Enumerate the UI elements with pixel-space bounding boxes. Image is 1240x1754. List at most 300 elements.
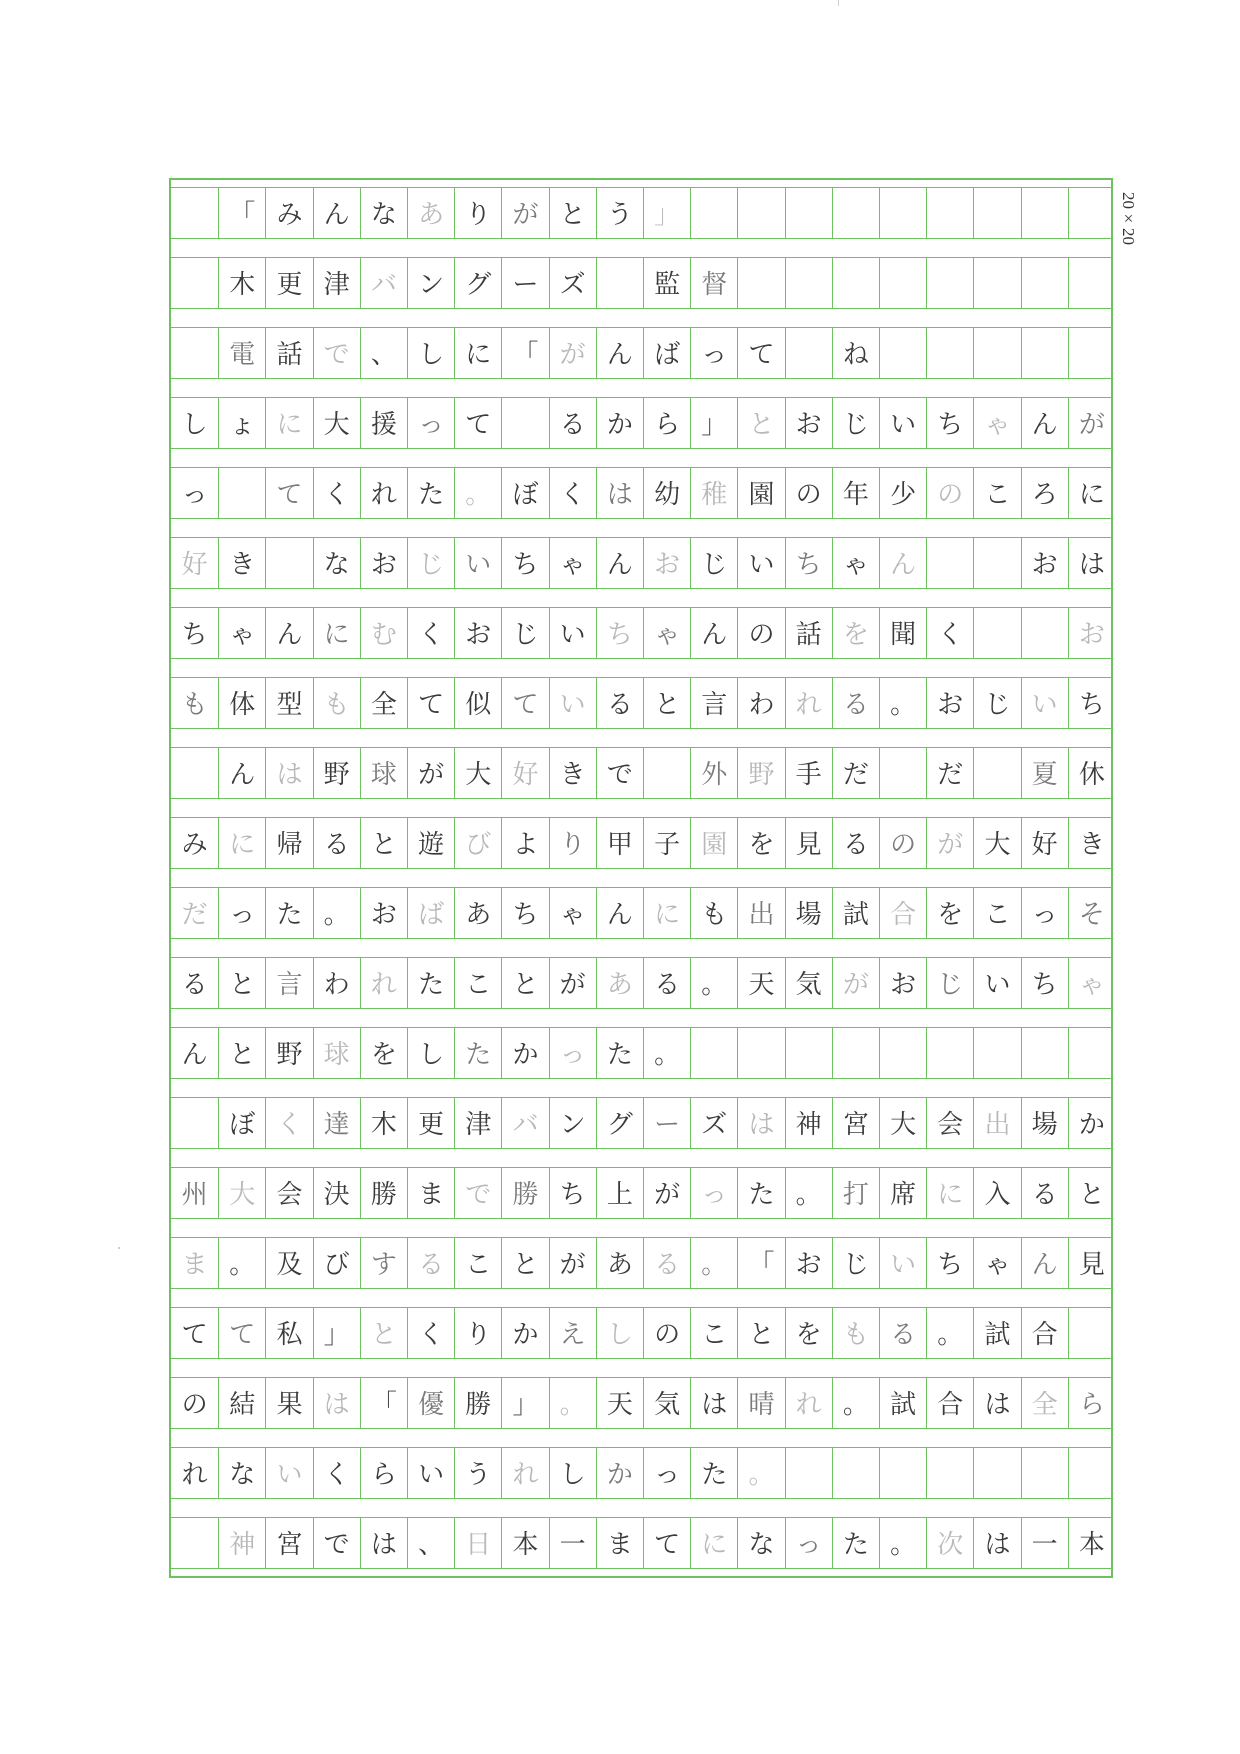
grid-cell: 天	[737, 958, 784, 1008]
grid-cell: も	[832, 1308, 879, 1358]
grid-cell: た	[407, 958, 454, 1008]
grid-cell: 言	[690, 678, 737, 728]
grid-cell	[171, 258, 218, 308]
grid-cell: 上	[596, 1168, 643, 1218]
grid-cell: ら	[360, 1448, 407, 1498]
grid-cell	[596, 258, 643, 308]
grid-cell: ズ	[690, 1098, 737, 1148]
grid-cell: は	[1068, 538, 1115, 588]
grid-row	[171, 467, 1111, 519]
grid-cell: て	[407, 678, 454, 728]
grid-cell: だ	[832, 748, 879, 798]
grid-cell: こ	[454, 958, 501, 1008]
grid-cell: ん	[1021, 398, 1068, 448]
grid-cell	[973, 538, 1020, 588]
grid-cell: れ	[360, 958, 407, 1008]
grid-cell: は	[313, 1378, 360, 1428]
grid-cell: お	[926, 678, 973, 728]
grid-cell: っ	[643, 1448, 690, 1498]
grid-cell: 全	[360, 678, 407, 728]
grid-cell: ち	[926, 1238, 973, 1288]
grid-cell: 休	[1068, 748, 1115, 798]
grid-cell	[690, 1028, 737, 1078]
grid-cell: ら	[1068, 1378, 1115, 1428]
grid-cell: ち	[181, 620, 208, 651]
grid-cell: に	[454, 328, 501, 378]
grid-cell: た	[832, 1518, 879, 1568]
grid-cell: と	[501, 958, 548, 1008]
grid-row	[171, 1447, 1111, 1499]
grid-cell: っ	[181, 480, 208, 511]
grid-cell: た	[737, 1168, 784, 1218]
grid-cell	[1068, 188, 1115, 238]
grid-cell	[926, 1448, 973, 1498]
grid-row	[171, 817, 1111, 869]
grid-cell: 外	[690, 748, 737, 798]
grid-cell	[1068, 1448, 1115, 1498]
grid-cell: が	[832, 958, 879, 1008]
grid-cell: 園	[690, 818, 737, 868]
grid-cell: み	[265, 188, 312, 238]
grid-cell: い	[973, 958, 1020, 1008]
grid-cell: 場	[785, 888, 832, 938]
grid-row	[171, 747, 1111, 799]
grid-cell: 」	[313, 1308, 360, 1358]
grid-cell: お	[360, 888, 407, 938]
grid-cell: と	[737, 1308, 784, 1358]
grid-cell: グ	[454, 258, 501, 308]
grid-cell	[973, 258, 1020, 308]
grid-cell	[973, 1028, 1020, 1078]
grid-cell: じ	[832, 1238, 879, 1288]
grid-cell	[879, 328, 926, 378]
grid-cell: い	[454, 538, 501, 588]
grid-cell: 出	[737, 888, 784, 938]
grid-cell: ん	[313, 188, 360, 238]
grid-cell: 試	[879, 1378, 926, 1428]
grid-cell	[926, 188, 973, 238]
grid-cell: 試	[973, 1308, 1020, 1358]
grid-cell: か	[501, 1308, 548, 1358]
grid-cell: と	[360, 818, 407, 868]
grid-cell: 会	[265, 1168, 312, 1218]
grid-row	[171, 537, 1111, 589]
grid-cell	[785, 1448, 832, 1498]
grid-cell: 次	[926, 1518, 973, 1568]
grid-cell: 野	[313, 748, 360, 798]
grid-cell: ち	[501, 538, 548, 588]
grid-cell: が	[549, 328, 596, 378]
grid-cell: 稚	[690, 468, 737, 518]
grid-cell: 好	[1021, 818, 1068, 868]
grid-cell: い	[407, 1448, 454, 1498]
grid-cell: 。	[218, 1238, 265, 1288]
grid-cell	[1021, 1028, 1068, 1078]
grid-cell: ゃ	[973, 398, 1020, 448]
grid-cell: し	[549, 1448, 596, 1498]
grid-size-label: 20×20	[1119, 192, 1138, 245]
grid-cell: ズ	[549, 258, 596, 308]
grid-cell: 勝	[501, 1168, 548, 1218]
grid-row	[171, 1167, 1111, 1219]
grid-cell: の	[181, 1390, 208, 1421]
grid-row	[171, 397, 1111, 449]
grid-cell: き	[549, 748, 596, 798]
grid-cell: か	[596, 1448, 643, 1498]
grid-cell: 全	[1021, 1378, 1068, 1428]
grid-cell: 。	[313, 888, 360, 938]
grid-cell: て	[454, 398, 501, 448]
grid-cell: こ	[690, 1308, 737, 1358]
grid-cell	[973, 608, 1020, 658]
grid-cell: 援	[360, 398, 407, 448]
scan-mark	[838, 0, 839, 6]
grid-cell: ろ	[1021, 468, 1068, 518]
grid-cell: い	[549, 678, 596, 728]
grid-cell: は	[265, 748, 312, 798]
grid-cell: じ	[973, 678, 1020, 728]
grid-cell: ゃ	[1068, 958, 1115, 1008]
grid-cell: 帰	[265, 818, 312, 868]
grid-cell: 打	[832, 1168, 879, 1218]
grid-cell: な	[360, 188, 407, 238]
grid-cell	[879, 1028, 926, 1078]
grid-cell: い	[879, 398, 926, 448]
grid-row	[171, 1377, 1111, 1429]
grid-cell: 結	[218, 1378, 265, 1428]
grid-cell: 木	[218, 258, 265, 308]
grid-cell: で	[313, 1518, 360, 1568]
grid-cell: が	[549, 1238, 596, 1288]
grid-cell: む	[360, 608, 407, 658]
grid-cell: ん	[690, 608, 737, 658]
grid-cell: る	[1021, 1168, 1068, 1218]
grid-cell: り	[454, 188, 501, 238]
grid-cell: に	[218, 818, 265, 868]
grid-cell	[218, 468, 265, 518]
grid-cell: そ	[1068, 888, 1115, 938]
grid-cell: お	[454, 608, 501, 658]
grid-cell: が	[501, 188, 548, 238]
grid-cell: ん	[181, 1040, 208, 1071]
grid-cell: ゃ	[218, 608, 265, 658]
grid-cell: 年	[832, 468, 879, 518]
grid-cell: み	[181, 830, 208, 861]
grid-cell: 合	[1021, 1308, 1068, 1358]
grid-row	[171, 957, 1111, 1009]
grid-cell	[785, 328, 832, 378]
grid-cell: 木	[360, 1098, 407, 1148]
grid-cell: ン	[407, 258, 454, 308]
grid-cell: か	[596, 398, 643, 448]
grid-cell: 合	[879, 888, 926, 938]
grid-cell: 手	[785, 748, 832, 798]
grid-cell: も	[313, 678, 360, 728]
grid-cell	[265, 538, 312, 588]
grid-cell: 宮	[265, 1518, 312, 1568]
grid-cell: の	[643, 1308, 690, 1358]
grid-cell: く	[407, 608, 454, 658]
grid-cell	[1068, 1028, 1115, 1078]
grid-cell: ば	[407, 888, 454, 938]
grid-row	[171, 257, 1111, 309]
manuscript-grid-sheet	[169, 178, 1113, 1578]
grid-cell: ゃ	[832, 538, 879, 588]
grid-cell: に	[1068, 468, 1115, 518]
grid-cell: 話	[265, 328, 312, 378]
grid-cell: 大	[218, 1168, 265, 1218]
grid-cell: て	[181, 1320, 208, 1351]
grid-cell: の	[879, 818, 926, 868]
grid-cell: お	[1021, 538, 1068, 588]
grid-cell: ち	[785, 538, 832, 588]
grid-cell: が	[926, 818, 973, 868]
grid-cell: 見	[1068, 1238, 1115, 1288]
grid-cell: 決	[313, 1168, 360, 1218]
grid-cell: れ	[785, 1378, 832, 1428]
grid-cell: 園	[737, 468, 784, 518]
grid-cell: 日	[454, 1518, 501, 1568]
grid-cell: れ	[181, 1460, 208, 1491]
grid-cell: び	[313, 1238, 360, 1288]
grid-cell: 監	[643, 258, 690, 308]
grid-cell	[785, 1028, 832, 1078]
grid-cell: 大	[879, 1098, 926, 1148]
grid-cell: く	[265, 1098, 312, 1148]
grid-cell	[926, 258, 973, 308]
grid-cell: っ	[690, 1168, 737, 1218]
grid-cell: あ	[407, 188, 454, 238]
grid-cell: で	[313, 328, 360, 378]
grid-cell: く	[549, 468, 596, 518]
grid-cell: ね	[832, 328, 879, 378]
grid-cell: ぼ	[501, 468, 548, 518]
grid-cell: ち	[1021, 958, 1068, 1008]
grid-cell: 神	[218, 1518, 265, 1568]
grid-cell: 夏	[1021, 748, 1068, 798]
grid-row	[171, 1027, 1111, 1079]
grid-cell: と	[643, 678, 690, 728]
grid-cell: お	[360, 538, 407, 588]
grid-cell: る	[643, 1238, 690, 1288]
grid-cell	[879, 748, 926, 798]
grid-cell: を	[926, 888, 973, 938]
grid-cell: に	[265, 398, 312, 448]
grid-cell: 」	[690, 398, 737, 448]
grid-cell	[879, 258, 926, 308]
grid-cell: っ	[690, 328, 737, 378]
grid-cell: し	[407, 1028, 454, 1078]
grid-cell: を	[832, 608, 879, 658]
grid-cell: 「	[501, 328, 548, 378]
grid-cell: る	[832, 818, 879, 868]
grid-cell: 甲	[596, 818, 643, 868]
grid-cell: 電	[218, 328, 265, 378]
grid-cell: え	[549, 1308, 596, 1358]
grid-cell: な	[218, 1448, 265, 1498]
grid-cell: 。	[832, 1378, 879, 1428]
grid-cell: 好	[181, 550, 208, 581]
grid-cell	[171, 748, 218, 798]
grid-cell: の	[926, 468, 973, 518]
grid-cell: は	[690, 1378, 737, 1428]
grid-cell: 更	[265, 258, 312, 308]
grid-cell: す	[360, 1238, 407, 1288]
grid-cell: い	[737, 538, 784, 588]
grid-cell: ち	[926, 398, 973, 448]
grid-cell: じ	[690, 538, 737, 588]
grid-cell: き	[218, 538, 265, 588]
grid-cell: っ	[218, 888, 265, 938]
grid-cell: じ	[407, 538, 454, 588]
grid-cell: く	[407, 1308, 454, 1358]
grid-cell: お	[643, 538, 690, 588]
grid-cell	[973, 188, 1020, 238]
grid-cell: び	[454, 818, 501, 868]
grid-cell: ち	[596, 608, 643, 658]
grid-cell: 入	[973, 1168, 1020, 1218]
grid-cell	[1021, 258, 1068, 308]
grid-cell: 。	[454, 468, 501, 518]
grid-cell	[1068, 328, 1115, 378]
grid-cell: お	[785, 1238, 832, 1288]
grid-cell: 気	[643, 1378, 690, 1428]
grid-cell: 。	[690, 1238, 737, 1288]
grid-cell: ば	[643, 328, 690, 378]
grid-cell: 合	[926, 1378, 973, 1428]
grid-cell: る	[879, 1308, 926, 1358]
grid-cell: 遊	[407, 818, 454, 868]
grid-cell: 津	[454, 1098, 501, 1148]
grid-cell: と	[360, 1308, 407, 1358]
grid-cell	[1021, 608, 1068, 658]
grid-cell: あ	[596, 958, 643, 1008]
grid-cell: 球	[360, 748, 407, 798]
grid-cell: 球	[313, 1028, 360, 1078]
grid-cell: 督	[690, 258, 737, 308]
grid-cell: 、	[407, 1518, 454, 1568]
grid-cell: る	[407, 1238, 454, 1288]
grid-cell: る	[596, 678, 643, 728]
grid-cell	[690, 188, 737, 238]
grid-cell: 幼	[643, 468, 690, 518]
grid-cell: ん	[218, 748, 265, 798]
grid-cell: に	[926, 1168, 973, 1218]
grid-cell: に	[313, 608, 360, 658]
grid-cell	[737, 188, 784, 238]
grid-cell: 。	[643, 1028, 690, 1078]
grid-cell: は	[973, 1378, 1020, 1428]
grid-cell: ん	[596, 538, 643, 588]
grid-cell	[973, 748, 1020, 798]
grid-cell	[926, 328, 973, 378]
grid-cell	[1021, 1448, 1068, 1498]
grid-cell: 宮	[832, 1098, 879, 1148]
grid-cell: り	[454, 1308, 501, 1358]
grid-cell: 本	[1068, 1518, 1115, 1568]
grid-cell: ら	[643, 398, 690, 448]
grid-cell: 体	[218, 678, 265, 728]
grid-cell: た	[690, 1448, 737, 1498]
grid-cell	[785, 188, 832, 238]
grid-row	[171, 1517, 1111, 1569]
grid-cell: あ	[596, 1238, 643, 1288]
grid-cell: い	[879, 1238, 926, 1288]
grid-cell: た	[596, 1028, 643, 1078]
grid-cell: る	[549, 398, 596, 448]
grid-cell	[832, 258, 879, 308]
grid-cell: る	[313, 818, 360, 868]
grid-cell: 本	[501, 1518, 548, 1568]
grid-cell: こ	[973, 468, 1020, 518]
grid-cell: ー	[643, 1098, 690, 1148]
grid-cell: バ	[360, 258, 407, 308]
grid-cell: を	[785, 1308, 832, 1358]
grid-cell: を	[737, 818, 784, 868]
grid-cell: ま	[181, 1250, 208, 1281]
grid-row	[171, 1097, 1111, 1149]
grid-cell	[973, 328, 1020, 378]
grid-cell: て	[265, 468, 312, 518]
grid-cell: き	[1068, 818, 1115, 868]
grid-cell: し	[407, 328, 454, 378]
grid-cell: ょ	[218, 398, 265, 448]
grid-cell: 一	[1021, 1518, 1068, 1568]
grid-cell: 。	[785, 1168, 832, 1218]
grid-cell: 。	[690, 958, 737, 1008]
grid-cell: お	[879, 958, 926, 1008]
grid-cell	[737, 1028, 784, 1078]
grid-cell: 」	[501, 1378, 548, 1428]
grid-cell	[737, 258, 784, 308]
grid-cell: の	[785, 468, 832, 518]
grid-cell: 「	[737, 1238, 784, 1288]
grid-cell: じ	[832, 398, 879, 448]
grid-cell: 大	[973, 818, 1020, 868]
grid-cell: 」	[643, 188, 690, 238]
grid-cell: の	[737, 608, 784, 658]
grid-cell: 天	[596, 1378, 643, 1428]
grid-cell: 勝	[360, 1168, 407, 1218]
grid-cell: を	[360, 1028, 407, 1078]
grid-cell	[643, 748, 690, 798]
grid-cell	[879, 188, 926, 238]
grid-cell: 「	[360, 1378, 407, 1428]
grid-cell: 。	[926, 1308, 973, 1358]
grid-cell: ん	[265, 608, 312, 658]
grid-cell: 野	[737, 748, 784, 798]
grid-cell	[926, 538, 973, 588]
grid-cell	[501, 398, 548, 448]
grid-cell: ち	[549, 1168, 596, 1218]
grid-cell: わ	[737, 678, 784, 728]
grid-cell	[1068, 1308, 1115, 1358]
grid-cell: 一	[549, 1518, 596, 1568]
grid-cell: ん	[596, 328, 643, 378]
grid-cell: と	[549, 188, 596, 238]
grid-cell: 野	[265, 1028, 312, 1078]
grid-cell: 話	[785, 608, 832, 658]
grid-cell: て	[737, 328, 784, 378]
grid-cell: 少	[879, 468, 926, 518]
grid-cell: っ	[407, 398, 454, 448]
grid-cell: と	[218, 1028, 265, 1078]
grid-cell: バ	[501, 1098, 548, 1148]
grid-cell: ま	[596, 1518, 643, 1568]
grid-cell: っ	[1021, 888, 1068, 938]
grid-cell: ん	[596, 888, 643, 938]
grid-cell: る	[643, 958, 690, 1008]
